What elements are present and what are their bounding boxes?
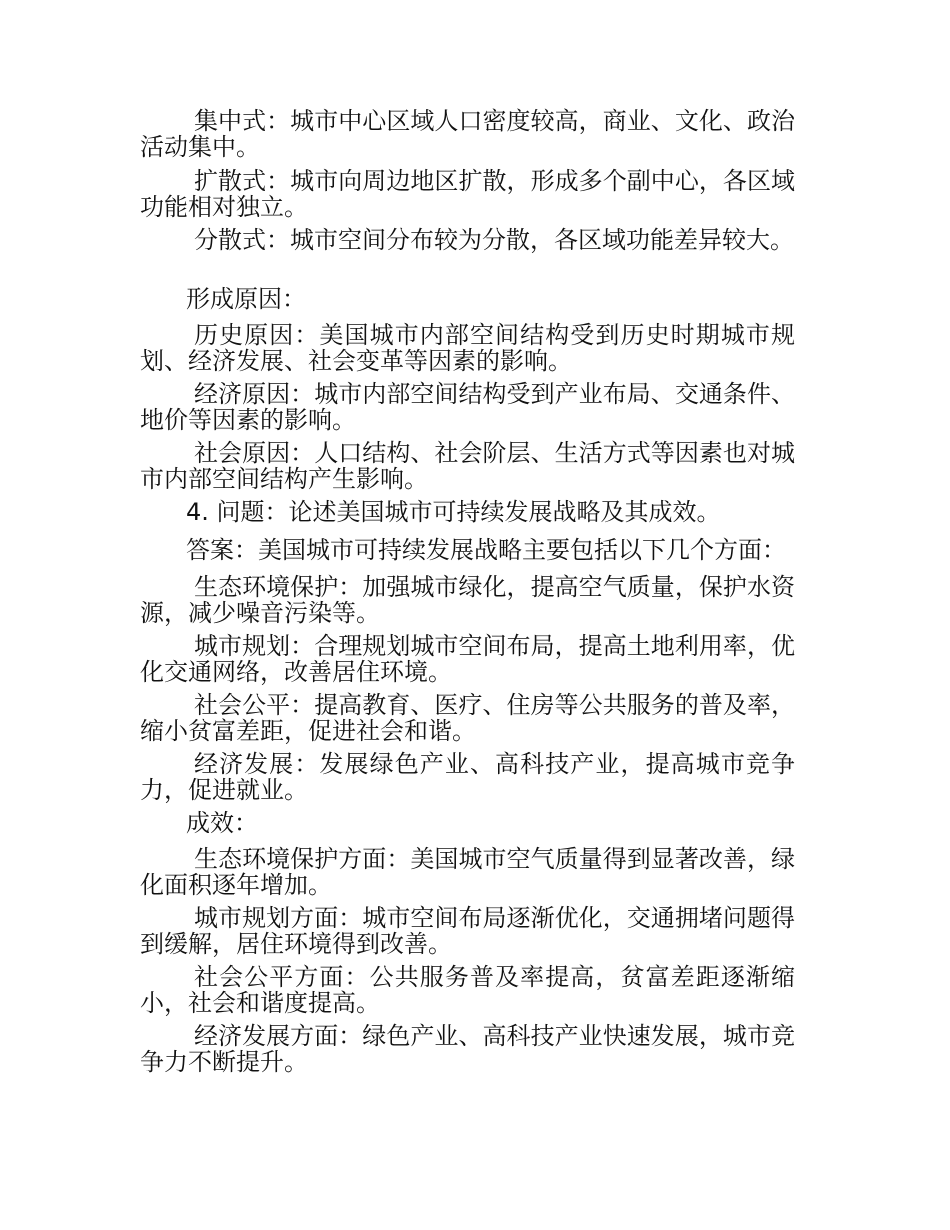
question-4: 4. 问题：论述美国城市可持续发展战略及其成效。	[186, 498, 721, 526]
paragraph-urban-planning: 城市规划：合理规划城市空间布局，提高土地利用率，优化交通网络，改善居住环境。	[140, 632, 795, 686]
heading-results: 成效：	[186, 809, 258, 837]
answer-intro: 答案：美国城市可持续发展战略主要包括以下几个方面：	[186, 536, 786, 564]
paragraph-result-eco: 生态环境保护方面：美国城市空气质量得到显著改善，绿化面积逐年增加。	[140, 845, 795, 899]
paragraph-social-equity: 社会公平：提高教育、医疗、住房等公共服务的普及率，缩小贫富差距，促进社会和谐。	[140, 691, 795, 745]
paragraph-eco-protection: 生态环境保护：加强城市绿化，提高空气质量，保护水资源，减少噪音污染等。	[140, 573, 795, 627]
paragraph-historical-cause: 历史原因：美国城市内部空间结构受到历史时期城市规划、经济发展、社会变革等因素的影响。	[140, 321, 795, 375]
heading-formation-causes: 形成原因：	[186, 285, 306, 313]
paragraph-centralized: 集中式：城市中心区域人口密度较高，商业、文化、政治活动集中。	[140, 107, 795, 161]
paragraph-economic-development: 经济发展：发展绿色产业、高科技产业，提高城市竞争力，促进就业。	[140, 750, 795, 804]
paragraph-result-economy: 经济发展方面：绿色产业、高科技产业快速发展，城市竞争力不断提升。	[140, 1022, 795, 1076]
paragraph-economic-cause: 经济原因：城市内部空间结构受到产业布局、交通条件、地价等因素的影响。	[140, 380, 795, 434]
paragraph-scattered: 分散式：城市空间分布较为分散，各区域功能差异较大。	[194, 226, 794, 254]
paragraph-social-cause: 社会原因：人口结构、社会阶层、生活方式等因素也对城市内部空间结构产生影响。	[140, 439, 795, 493]
paragraph-diffused: 扩散式：城市向周边地区扩散，形成多个副中心，各区域功能相对独立。	[140, 167, 795, 221]
paragraph-result-equity: 社会公平方面：公共服务普及率提高，贫富差距逐渐缩小，社会和谐度提高。	[140, 963, 795, 1017]
paragraph-result-planning: 城市规划方面：城市空间布局逐渐优化，交通拥堵问题得到缓解，居住环境得到改善。	[140, 904, 795, 958]
